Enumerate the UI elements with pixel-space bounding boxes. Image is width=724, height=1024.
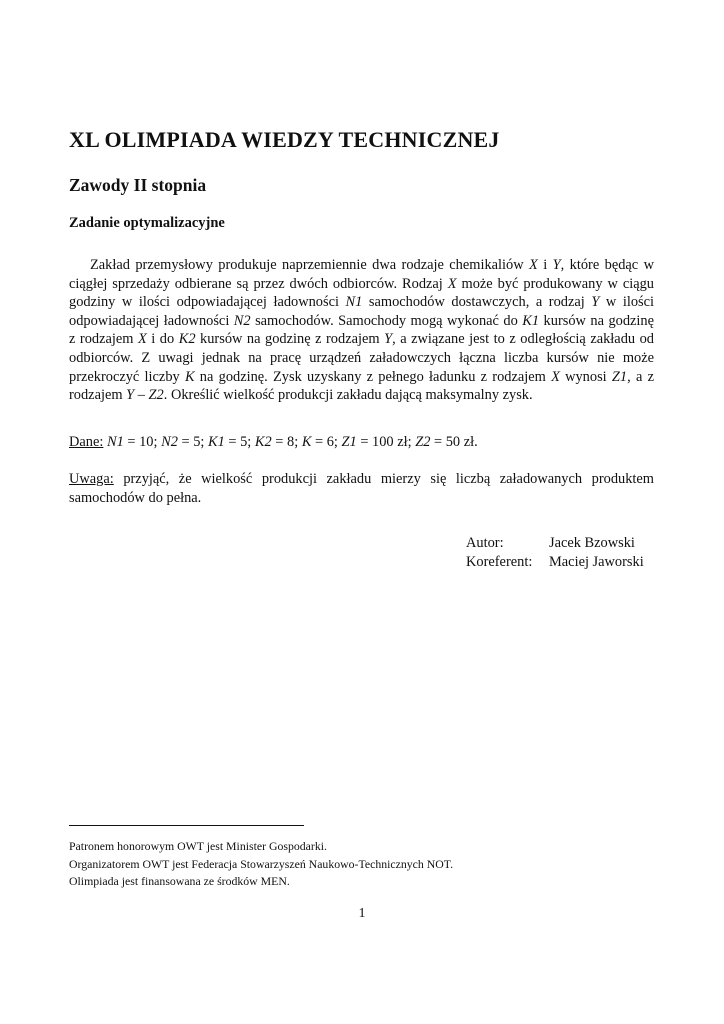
footnote-line: Patronem honorowym OWT jest Minister Gospodarki. xyxy=(69,839,327,853)
given-label: Dane: xyxy=(69,434,104,450)
footnotes xyxy=(69,838,654,891)
section-heading: Zadanie optymalizacyjne xyxy=(69,215,225,231)
note-text: przyjąć, że wielkość produkcji zakładu mierzy się liczbą załadowanych produktem samochodów do pełna. xyxy=(69,471,654,506)
given-data: Dane: N1 = 10; N2 = 5; K1 = 5; K2 = 8; K = 6; Z1 = 100 zł; Z2 = 50 zł. xyxy=(69,434,478,450)
competition-stage: Zawody II stopnia xyxy=(69,175,207,195)
given-symbol: Z1 xyxy=(341,434,357,450)
given-symbol: K1 xyxy=(208,434,225,450)
note-label: Uwaga: xyxy=(69,471,114,487)
reviewer-name: Maciej Jaworski xyxy=(549,553,644,570)
given-symbol: Z2 xyxy=(415,434,431,450)
footnote-line: Olimpiada jest finansowana ze środków MEN. xyxy=(69,874,290,888)
problem-statement: Zakład przemysłowy produkuje naprzemiennie dwa rodzaje chemikaliów X i Y, które będąc w ciągłej sprzedaży odbierane są przez dwóch odbiorców. Rodzaj X może być produkowany w ciągu godziny w ilości odpowiadającej ładowności N1 samochodów dostawczych, a rodzaj Y w ilości odpowiadającej ładowności N2 samochodów. Samochody mogą wykonać do K1 kursów na godzinę z rodzajem X i do K2 kursów na godzinę z rodzajem Y, a związane jest to z odległością zakładu od odbiorców. Z uwagi jednak na pracę urządzeń załadowczych łączna liczba kursów nie może przekroczyć liczby K na godzinę. Zysk uzyskany z pełnego ładunku z rodzajem X wynosi Z1, a z rodzajem Y – Z2. Określić wielkość produkcji zakładu dającą maksymalny zysk. xyxy=(69,257,655,404)
footnote-divider xyxy=(69,825,304,826)
document-title: XL OLIMPIADA WIEDZY TECHNICZNEJ xyxy=(69,127,500,152)
page-number: 1 xyxy=(358,906,366,921)
given-symbol: K xyxy=(301,434,312,450)
author-name: Jacek Bzowski xyxy=(549,535,635,551)
footnote-line: Organizatorem OWT jest Federacja Stowarzyszeń Naukowo-Technicznych NOT. xyxy=(69,856,454,871)
reviewer-label: Koreferent: xyxy=(466,553,533,570)
given-symbol: N2 xyxy=(161,434,178,450)
given-symbol: N1 xyxy=(106,434,124,450)
note xyxy=(69,470,654,507)
given-symbol: K2 xyxy=(254,434,272,450)
authors-block xyxy=(466,534,644,571)
author-label: Autor: xyxy=(466,535,504,551)
